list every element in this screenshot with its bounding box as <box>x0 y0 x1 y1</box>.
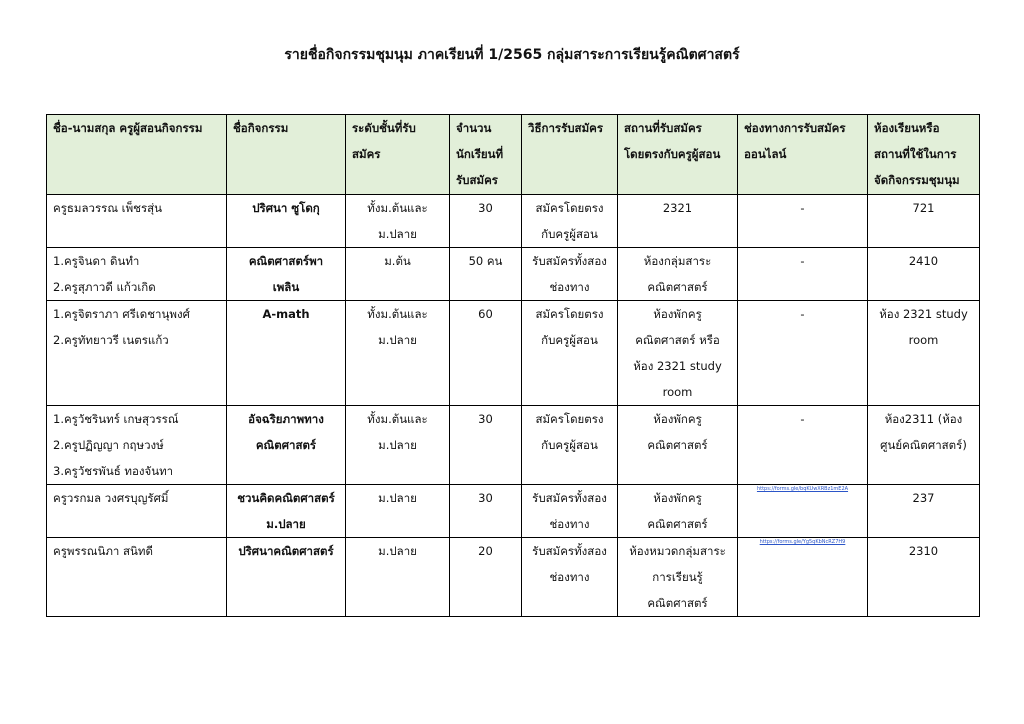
level-cell-line: ทั้งม.ต้นและ <box>367 412 428 426</box>
teacher-cell-line: 1.ครูวัชรินทร์ เกษสุวรรณ์ <box>53 412 179 426</box>
column-header <box>450 115 522 195</box>
level-cell <box>346 485 450 538</box>
column-header-line: ชื่อ-นามสกุล ครูผู้สอนกิจกรรม <box>53 121 203 135</box>
room-cell-line: 721 <box>912 201 935 215</box>
teacher-cell-line: 1.ครูจิตราภา ศรีเดชานุพงศ์ <box>53 307 190 321</box>
place-cell-line: ห้อง 2321 study <box>633 359 722 373</box>
online-cell-line: - <box>800 307 805 321</box>
student-count-cell-line: 20 <box>478 544 493 558</box>
student-count-cell-line: 30 <box>478 412 493 426</box>
table-row <box>47 195 980 248</box>
teacher-cell <box>47 538 227 617</box>
online-cell <box>738 538 868 617</box>
activity-name-cell-line: คณิตศาสตร์พา <box>248 254 324 268</box>
method-cell <box>522 485 618 538</box>
method-cell-line: สมัครโดยตรง <box>535 412 604 426</box>
room-cell <box>868 248 980 301</box>
table-row <box>47 301 980 406</box>
place-cell-line: ห้องพักครู <box>653 491 702 505</box>
table-row <box>47 485 980 538</box>
student-count-cell <box>450 485 522 538</box>
teacher-cell-line: ครูธมลวรรณ เพ็ชรสุ่น <box>53 201 163 215</box>
student-count-cell <box>450 301 522 406</box>
column-header <box>346 115 450 195</box>
online-form-link[interactable]: https://forms.gle/Yg5qKbNcRZ7H9 <box>759 539 846 545</box>
activity-name-cell-line: อัจฉริยภาพทาง <box>248 412 324 426</box>
room-cell <box>868 485 980 538</box>
activity-name-cell-line: คณิตศาสตร์ <box>255 438 317 452</box>
level-cell <box>346 538 450 617</box>
level-cell-line: ม.ปลาย <box>378 438 417 452</box>
column-header <box>618 115 738 195</box>
activity-name-cell-line: ปริศนาคณิตศาสตร์ <box>238 544 334 558</box>
column-header-line: ห้องเรียนหรือ <box>874 121 940 135</box>
column-header-line: นักเรียนที่ <box>456 147 504 161</box>
level-cell-line: ม.ต้น <box>384 254 411 268</box>
teacher-cell-line: 1.ครูจินดา ดินทำ <box>53 254 140 268</box>
online-cell <box>738 248 868 301</box>
place-cell-line: คณิตศาสตร์ <box>647 280 708 294</box>
column-header-line: วิธีการรับสมัคร <box>528 121 604 135</box>
level-cell <box>346 301 450 406</box>
level-cell <box>346 406 450 485</box>
table-body <box>47 195 980 617</box>
method-cell <box>522 406 618 485</box>
activity-name-cell-line: A-math <box>262 307 310 321</box>
column-header-line: รับสมัคร <box>456 173 498 187</box>
column-header <box>522 115 618 195</box>
activity-name-cell <box>227 406 346 485</box>
method-cell-line: กับครูผู้สอน <box>541 227 598 241</box>
room-cell-line: ห้อง2311 (ห้อง <box>884 412 963 426</box>
method-cell-line: ช่องทาง <box>549 280 590 294</box>
column-header <box>738 115 868 195</box>
method-cell <box>522 301 618 406</box>
column-header-line: สถานที่รับสมัคร <box>624 121 702 135</box>
activity-name-cell <box>227 538 346 617</box>
student-count-cell-line: 30 <box>478 491 493 505</box>
method-cell-line: ช่องทาง <box>549 517 590 531</box>
room-cell <box>868 406 980 485</box>
student-count-cell-line: 30 <box>478 201 493 215</box>
room-cell <box>868 195 980 248</box>
activity-name-cell-line: ม.ปลาย <box>266 517 306 531</box>
student-count-cell-line: 50 คน <box>468 254 503 268</box>
method-cell-line: ช่องทาง <box>549 570 590 584</box>
online-cell-line: - <box>800 254 805 268</box>
level-cell-line: ม.ปลาย <box>378 544 417 558</box>
place-cell-line: ห้องหมวดกลุ่มสาระ <box>629 544 726 558</box>
teacher-cell <box>47 406 227 485</box>
activity-name-cell-line: ปริศนา ซูโดกุ <box>252 201 320 215</box>
activity-name-cell-line: เพลิน <box>272 280 300 294</box>
column-header-line: ระดับชั้นที่รับ <box>352 121 416 135</box>
table-row <box>47 538 980 617</box>
room-cell-line: 2310 <box>908 544 939 558</box>
table-row <box>47 248 980 301</box>
level-cell-line: ทั้งม.ต้นและ <box>367 307 428 321</box>
room-cell-line: ศูนย์คณิตศาสตร์) <box>880 438 967 452</box>
activity-name-cell <box>227 485 346 538</box>
place-cell-line: คณิตศาสตร์ <box>647 596 708 610</box>
column-header-line: ออนไลน์ <box>744 147 787 161</box>
place-cell-line: 2321 <box>662 201 693 215</box>
activity-table <box>46 114 980 617</box>
student-count-cell <box>450 195 522 248</box>
method-cell-line: กับครูผู้สอน <box>541 333 598 347</box>
room-cell-line: ห้อง 2321 study <box>879 307 968 321</box>
place-cell <box>618 406 738 485</box>
place-cell-line: ห้องกลุ่มสาระ <box>643 254 712 268</box>
teacher-cell-line: ครูวรกมล วงศรบุญรัศมิ์ <box>53 491 169 505</box>
page-title: รายชื่อกิจกรรมชุมนุม ภาคเรียนที่ 1/2565 กลุ่มสาระการเรียนรู้คณิตศาสตร์ <box>284 47 740 63</box>
teacher-cell <box>47 248 227 301</box>
place-cell-line: คณิตศาสตร์ หรือ <box>635 333 720 347</box>
column-header <box>47 115 227 195</box>
place-cell-line: ห้องพักครู <box>653 307 702 321</box>
column-header <box>227 115 346 195</box>
method-cell <box>522 538 618 617</box>
online-form-link[interactable]: https://forms.gle/bqKUwXRBz1mE2A <box>756 486 849 492</box>
teacher-cell-line: 2.ครูทัทยาวรี เนตรแก้ว <box>53 333 169 347</box>
level-cell-line: ม.ปลาย <box>378 227 417 241</box>
online-cell-line: - <box>800 412 805 426</box>
student-count-cell-line: 60 <box>478 307 493 321</box>
activity-name-cell <box>227 195 346 248</box>
place-cell-line: ห้องพักครู <box>653 412 702 426</box>
level-cell-line: ทั้งม.ต้นและ <box>367 201 428 215</box>
online-cell-line: - <box>800 201 805 215</box>
column-header-line: โดยตรงกับครูผู้สอน <box>624 147 721 161</box>
table-row <box>47 406 980 485</box>
column-header-line: ช่องทางการรับสมัคร <box>744 121 846 135</box>
method-cell-line: สมัครโดยตรง <box>535 307 604 321</box>
place-cell-line: คณิตศาสตร์ <box>647 517 708 531</box>
online-cell <box>738 406 868 485</box>
room-cell-line: room <box>908 333 939 347</box>
method-cell-line: สมัครโดยตรง <box>535 201 604 215</box>
room-cell <box>868 538 980 617</box>
room-cell <box>868 301 980 406</box>
place-cell <box>618 301 738 406</box>
place-cell-line: คณิตศาสตร์ <box>647 438 708 452</box>
teacher-cell <box>47 195 227 248</box>
place-cell-line: room <box>662 385 693 399</box>
teacher-cell-line: ครูพรรณนิภา สนิทดี <box>53 544 153 558</box>
column-header-line: สถานที่ใช้ในการ <box>874 147 957 161</box>
level-cell-line: ม.ปลาย <box>378 333 417 347</box>
level-cell-line: ม.ปลาย <box>378 491 417 505</box>
online-cell <box>738 301 868 406</box>
teacher-cell-line: 2.ครูสุภาวดี แก้วเกิด <box>53 280 156 294</box>
online-cell <box>738 195 868 248</box>
teacher-cell-line: 2.ครูปฏิญญา กฤษวงษ์ <box>53 438 164 452</box>
method-cell-line: กับครูผู้สอน <box>541 438 598 452</box>
activity-name-cell <box>227 301 346 406</box>
activity-name-cell-line: ชวนคิดคณิตศาสตร์ <box>237 491 335 505</box>
level-cell <box>346 248 450 301</box>
method-cell-line: รับสมัครทั้งสอง <box>532 544 607 558</box>
method-cell-line: รับสมัครทั้งสอง <box>532 491 607 505</box>
teacher-cell-line: 3.ครูวัชรพันธ์ ทองจันทา <box>53 464 174 478</box>
teacher-cell <box>47 301 227 406</box>
column-header-line: สมัคร <box>352 147 381 161</box>
method-cell <box>522 195 618 248</box>
column-header-line: จำนวน <box>456 121 492 135</box>
place-cell <box>618 538 738 617</box>
method-cell-line: รับสมัครทั้งสอง <box>532 254 607 268</box>
student-count-cell <box>450 538 522 617</box>
column-header-line: จัดกิจกรรมชุมนุม <box>874 173 960 187</box>
room-cell-line: 237 <box>912 491 935 505</box>
column-header-line: ชื่อกิจกรรม <box>233 121 289 135</box>
place-cell <box>618 485 738 538</box>
place-cell <box>618 248 738 301</box>
table-header-row <box>47 115 980 195</box>
student-count-cell <box>450 248 522 301</box>
student-count-cell <box>450 406 522 485</box>
activity-name-cell <box>227 248 346 301</box>
place-cell <box>618 195 738 248</box>
teacher-cell <box>47 485 227 538</box>
place-cell-line: การเรียนรู้ <box>652 570 703 584</box>
room-cell-line: 2410 <box>908 254 939 268</box>
column-header <box>868 115 980 195</box>
online-cell <box>738 485 868 538</box>
level-cell <box>346 195 450 248</box>
method-cell <box>522 248 618 301</box>
